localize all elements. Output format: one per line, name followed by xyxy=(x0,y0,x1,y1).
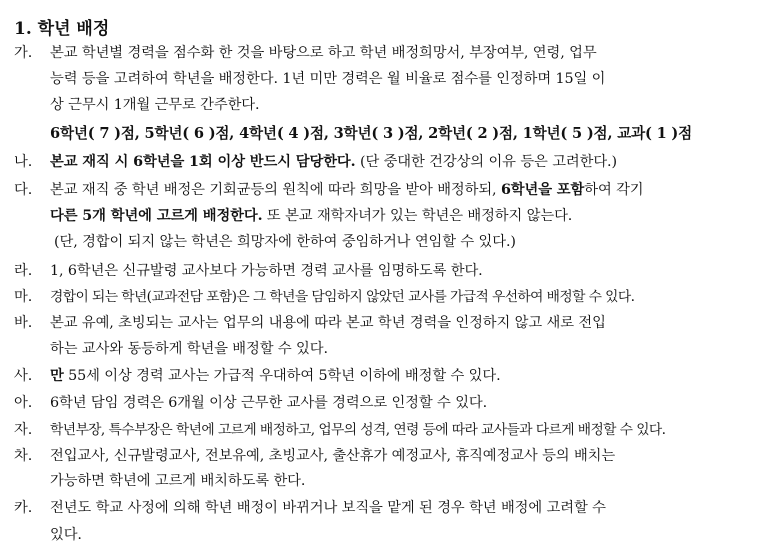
item-na-line xyxy=(50,152,617,172)
item-marker-ma: 마. xyxy=(14,289,33,305)
item-ga-line-1: 본교 학년별 경력을 점수화 한 것을 바탕으로 하고 학년 배정희망서, 부장여부, 연령, 업무 xyxy=(50,45,597,61)
item-marker-a: 아. xyxy=(14,395,33,411)
item-marker-da: 다. xyxy=(14,182,33,198)
item-ka-line-2: 있다. xyxy=(50,527,82,543)
item-na-bold: 본교 재직 시 6학년을 1회 이상 반드시 담당한다. xyxy=(50,154,356,170)
item-da-line-3: (단, 경합이 되지 않는 학년은 희망자에 한하여 중임하거나 연임할 수 있다.) xyxy=(54,234,516,250)
item-ga-line-3: 상 근무시 1개월 근무로 간주한다. xyxy=(50,97,260,113)
item-da-text-c: 하여 각기 xyxy=(584,182,644,198)
item-da-text-a: 본교 재직 중 학년 배정은 기회균등의 원칙에 따라 희망을 받아 배정하되, xyxy=(50,182,501,198)
item-marker-ba: 바. xyxy=(14,315,33,331)
grade-score-line: 6학년( 7 )점, 5학년( 6 )점, 4학년( 4 )점, 3학년( 3 )점, 2학년( 2 )점, 1학년( 5 )점, 교과( 1 )점 xyxy=(50,125,693,142)
item-da-line-2 xyxy=(50,206,572,226)
item-ma-line: 경합이 되는 학년(교과전담 포함)은 그 학년을 담임하지 않았던 교사를 가급적 우선하여 배정할 수 있다. xyxy=(50,289,635,305)
item-marker-cha: 차. xyxy=(14,448,33,464)
item-ja-line: 학년부장, 특수부장은 학년에 고르게 배정하고, 업무의 성격, 연령 등에 따라 교사들과 다르게 배정할 수 있다. xyxy=(50,422,666,438)
item-marker-ra: 라. xyxy=(14,263,33,279)
item-da-bold-b: 다른 5개 학년에 고르게 배정한다. xyxy=(50,208,263,224)
item-cha-line-1: 전입교사, 신규발령교사, 전보유예, 초빙교사, 출산휴가 예정교사, 휴직예정교사 등의 배치는 xyxy=(50,448,616,464)
item-na-rest: (단 중대한 건강상의 이유 등은 고려한다.) xyxy=(355,154,617,170)
item-marker-ga: 가. xyxy=(14,45,33,61)
item-da-text-d: 또 본교 재학자녀가 있는 학년은 배정하지 않는다. xyxy=(262,208,573,224)
item-sa-line xyxy=(50,366,501,386)
item-da-bold-a: 6학년을 포함 xyxy=(500,182,585,198)
item-ba-line-2: 하는 교사와 동등하게 학년을 배정할 수 있다. xyxy=(50,341,328,357)
item-da-line-1 xyxy=(50,180,644,200)
item-ga-line-2: 능력 등을 고려하여 학년을 배정한다. 1년 미만 경력은 월 비율로 점수를 인정하며 15일 이 xyxy=(50,71,606,87)
item-marker-ka: 카. xyxy=(14,500,33,516)
item-sa-rest: 55세 이상 경력 교사는 가급적 우대하여 5학년 이하에 배정할 수 있다. xyxy=(63,368,501,384)
item-a-line: 6학년 담임 경력은 6개월 이상 근무한 교사를 경력으로 인정할 수 있다. xyxy=(50,395,488,411)
item-sa-bold: 만 xyxy=(50,368,64,384)
item-ba-line-1: 본교 유예, 초빙되는 교사는 업무의 내용에 따라 본교 학년 경력을 인정하지 않고 새로 전입 xyxy=(50,315,606,331)
item-ka-line-1: 전년도 학교 사정에 의해 학년 배정이 바뀌거나 보직을 맡게 된 경우 학년 배정에 고려할 수 xyxy=(50,500,606,516)
item-cha-line-2: 가능하면 학년에 고르게 배치하도록 한다. xyxy=(50,473,306,489)
section-title: 1. 학년 배정 xyxy=(14,19,110,39)
item-marker-sa: 사. xyxy=(14,368,33,384)
item-marker-ja: 자. xyxy=(14,422,33,438)
item-marker-na: 나. xyxy=(14,154,33,170)
item-ra-line: 1, 6학년은 신규발령 교사보다 가능하면 경력 교사를 임명하도록 한다. xyxy=(50,263,483,279)
